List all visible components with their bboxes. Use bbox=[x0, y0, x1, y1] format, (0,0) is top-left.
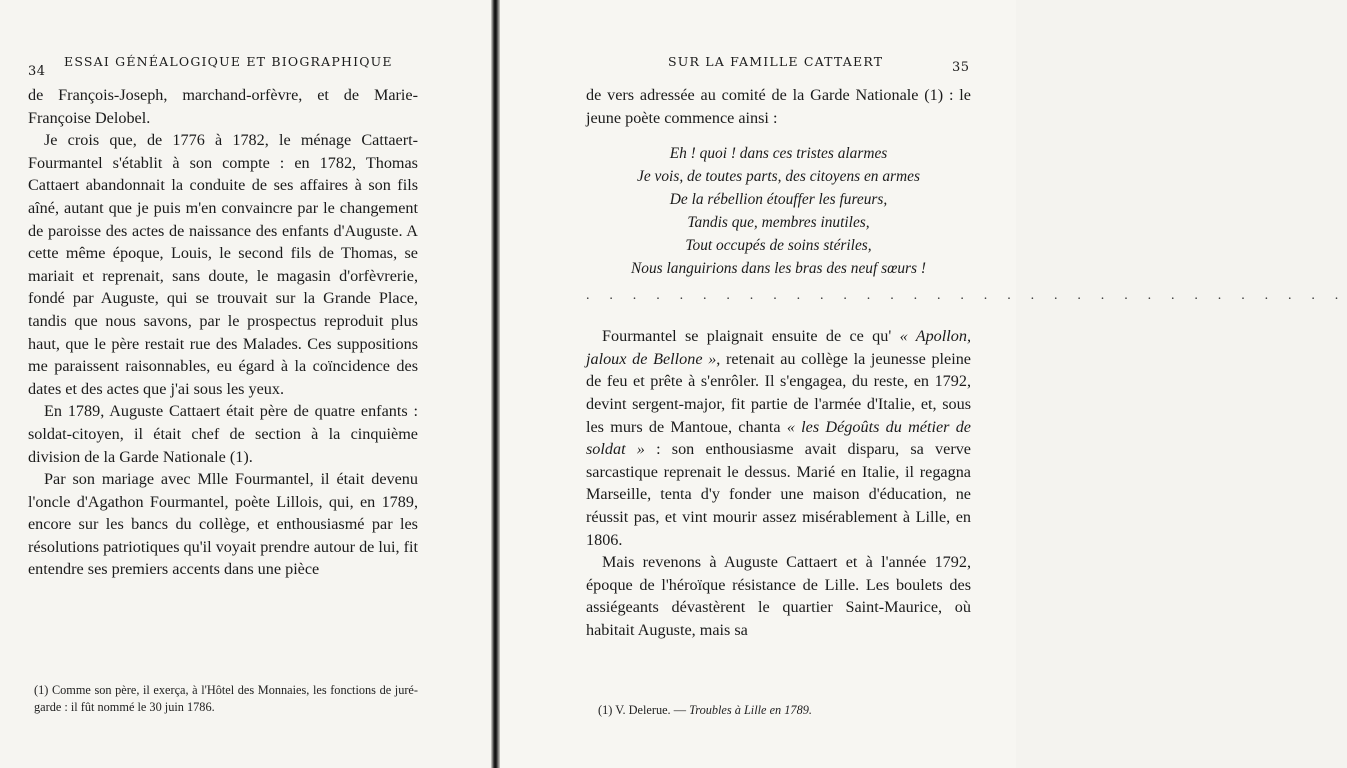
book-gutter bbox=[491, 0, 500, 768]
quotation: « Apollon, jaloux de Bellone » bbox=[586, 327, 972, 368]
ellipsis-line: . . . . . . . . . . . . . . . . . . . . . . . . . . . . . . . . . bbox=[586, 287, 1347, 303]
footnote-right bbox=[598, 702, 968, 719]
verse-line: De la rébellion étouffer les fureurs, bbox=[669, 191, 888, 208]
footnote-text: (1) V. Delerue. — bbox=[598, 703, 690, 717]
paragraph: de vers adressée au comité de la Garde Nationale (1) : le jeune poète commence ainsi : bbox=[586, 86, 971, 127]
running-head-right: SUR LA FAMILLE CATTAERT bbox=[668, 54, 884, 69]
quotation: « les Dégoûts du métier de soldat » bbox=[586, 417, 971, 459]
page-number-right: 35 bbox=[952, 60, 970, 75]
text-run: Fourmantel se plaignait ensuite de ce qu' bbox=[602, 327, 900, 346]
verse-line: Eh ! quoi ! dans ces tristes alarmes bbox=[669, 145, 888, 163]
verse-line: Tandis que, membres inutiles, bbox=[687, 213, 870, 231]
paragraph bbox=[586, 325, 971, 551]
footnote-title: Troubles à Lille en 1789. bbox=[689, 703, 812, 717]
left-body-text bbox=[28, 84, 418, 581]
page-number-left: 34 bbox=[28, 64, 46, 79]
paragraph: Par son mariage avec Mlle Fourmantel, il était devenu l'oncle d'Agathon Fourmantel, poète Lillois, qui, en 1789, encore sur les bancs du collège, et enthousiasmé par les résolutions patriotiques qu'il voyait prendre autour de lui, fit entendre ses premiers accents dans une pièce bbox=[28, 470, 418, 579]
verse-line: Nous languirions dans les bras des neuf sœurs ! bbox=[630, 259, 926, 277]
text-run: : son enthousiasme avait disparu, sa verve sarcastique reprenait le dessus. Marié en Italie, il regagna Marseille, tenta d'y fonder une maison d'éducation, ne réussit pas, et vint mourir assez misérablement à Lille, en 1806. bbox=[586, 440, 971, 549]
paragraph: Mais revenons à Auguste Cattaert et à l'année 1792, époque de l'héroïque résistance de Lille. Les boulets des assiégeants dévastèrent le quartier Saint-Maurice, où habitait Auguste, mais sa bbox=[586, 553, 971, 639]
running-head-left: ESSAI GÉNÉALOGIQUE ET BIOGRAPHIQUE bbox=[64, 54, 393, 69]
footnote-left: (1) Comme son père, il exerça, à l'Hôtel des Monnaies, les fonctions de juré-garde : il fût nommé le 30 juin 1786. bbox=[34, 683, 418, 714]
verse-line: Tout occupés de soins stériles, bbox=[685, 236, 872, 254]
verse-line: Je vois, de toutes parts, des citoyens en armes bbox=[637, 168, 920, 186]
paragraph: de François-Joseph, marchand-orfèvre, et de Marie-Françoise Delobel. bbox=[28, 86, 418, 127]
text-run: , retenait au collège la jeunesse pleine de feu et prête à s'enrôler. Il s'engagea, du reste, en 1792, devint sergent-major, fit partie de l'armée d'Italie, et, sous les murs de Mantoue, chanta bbox=[586, 349, 971, 436]
verse-block bbox=[586, 143, 971, 280]
paragraph: Je crois que, de 1776 à 1782, le ménage Cattaert-Fourmantel s'établit à son compte : en 1782, Thomas Cattaert abandonnait la conduite de ses affaires à son fils aîné, autant que je puis m'en convaincre par le changement de paroisse des actes de naissance des enfants d'Auguste. A cette même époque, Louis, le second fils de Thomas, se mariait et reprenait, sans doute, le magasin d'orfèvrerie, fondé par Auguste, qui se trouvait sur la Grande Place, tandis que nous savons, par le prospectus reproduit plus haut, que le père restait rue des Malades. Ces suppositions me paraissent raisonnables, eu égard à la coïncidence des dates et des actes que j'ai sous les yeux. bbox=[28, 131, 418, 398]
right-body-text bbox=[586, 84, 1347, 642]
paragraph: En 1789, Auguste Cattaert était père de quatre enfants : soldat-citoyen, il était chef de section à la cinquième division de la Garde Nationale (1). bbox=[28, 402, 418, 466]
